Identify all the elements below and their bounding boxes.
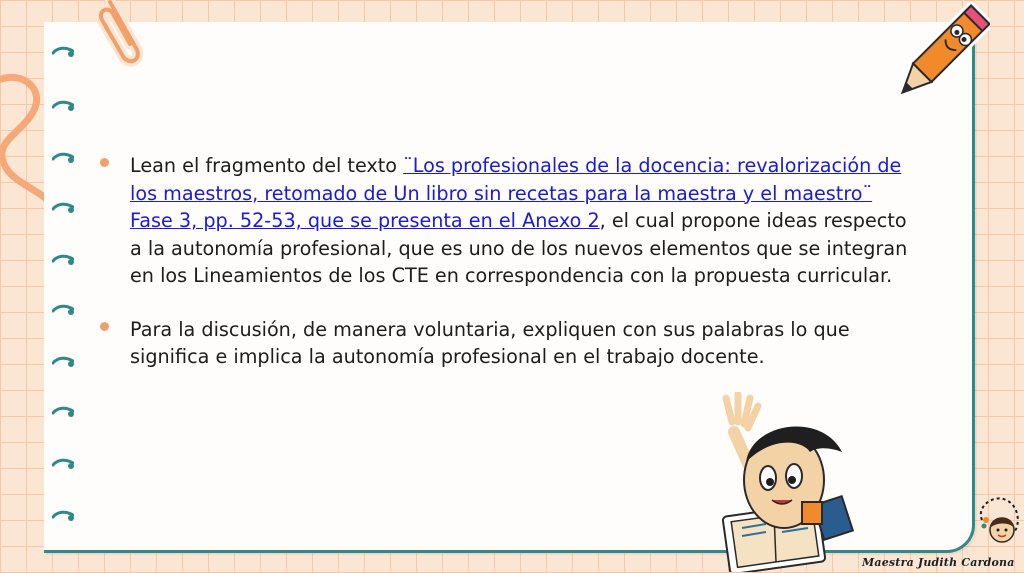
- bullet-1-intro: Lean el fragmento del texto: [130, 154, 404, 177]
- bullet-item-2: [100, 316, 920, 371]
- bullet-item-1: [100, 152, 920, 290]
- slide-content: [100, 152, 920, 397]
- teacher-avatar-icon: [976, 496, 1022, 546]
- document-link[interactable]: ¨Los profesionales de la docencia: revalorización de los maestros, retomado de Un libro sin recetas para la maestra y el maestro¨ Fase 3, pp. 52-53, que se presenta en el Anexo 2: [130, 154, 902, 232]
- bullet-icon: [100, 322, 109, 331]
- boy-reading-icon: [722, 392, 862, 572]
- paperclip-icon: [96, 0, 148, 68]
- pencil-character-icon: [880, 2, 990, 118]
- bullet-2-text: Para la discusión, de manera voluntaria, expliquen con sus palabras lo que significa e implica la autonomía profesional en el trabajo docente.: [130, 317, 850, 368]
- bullet-1-rest: , el cual propone ideas respecto a la autonomía profesional, que es uno de los nuevos elementos que se integran en los Lineamientos de los CTE en correspondencia con la propuesta curricular.: [130, 209, 908, 287]
- bullet-icon: [100, 158, 109, 167]
- author-signature: Maestra Judith Cardona: [862, 556, 1015, 569]
